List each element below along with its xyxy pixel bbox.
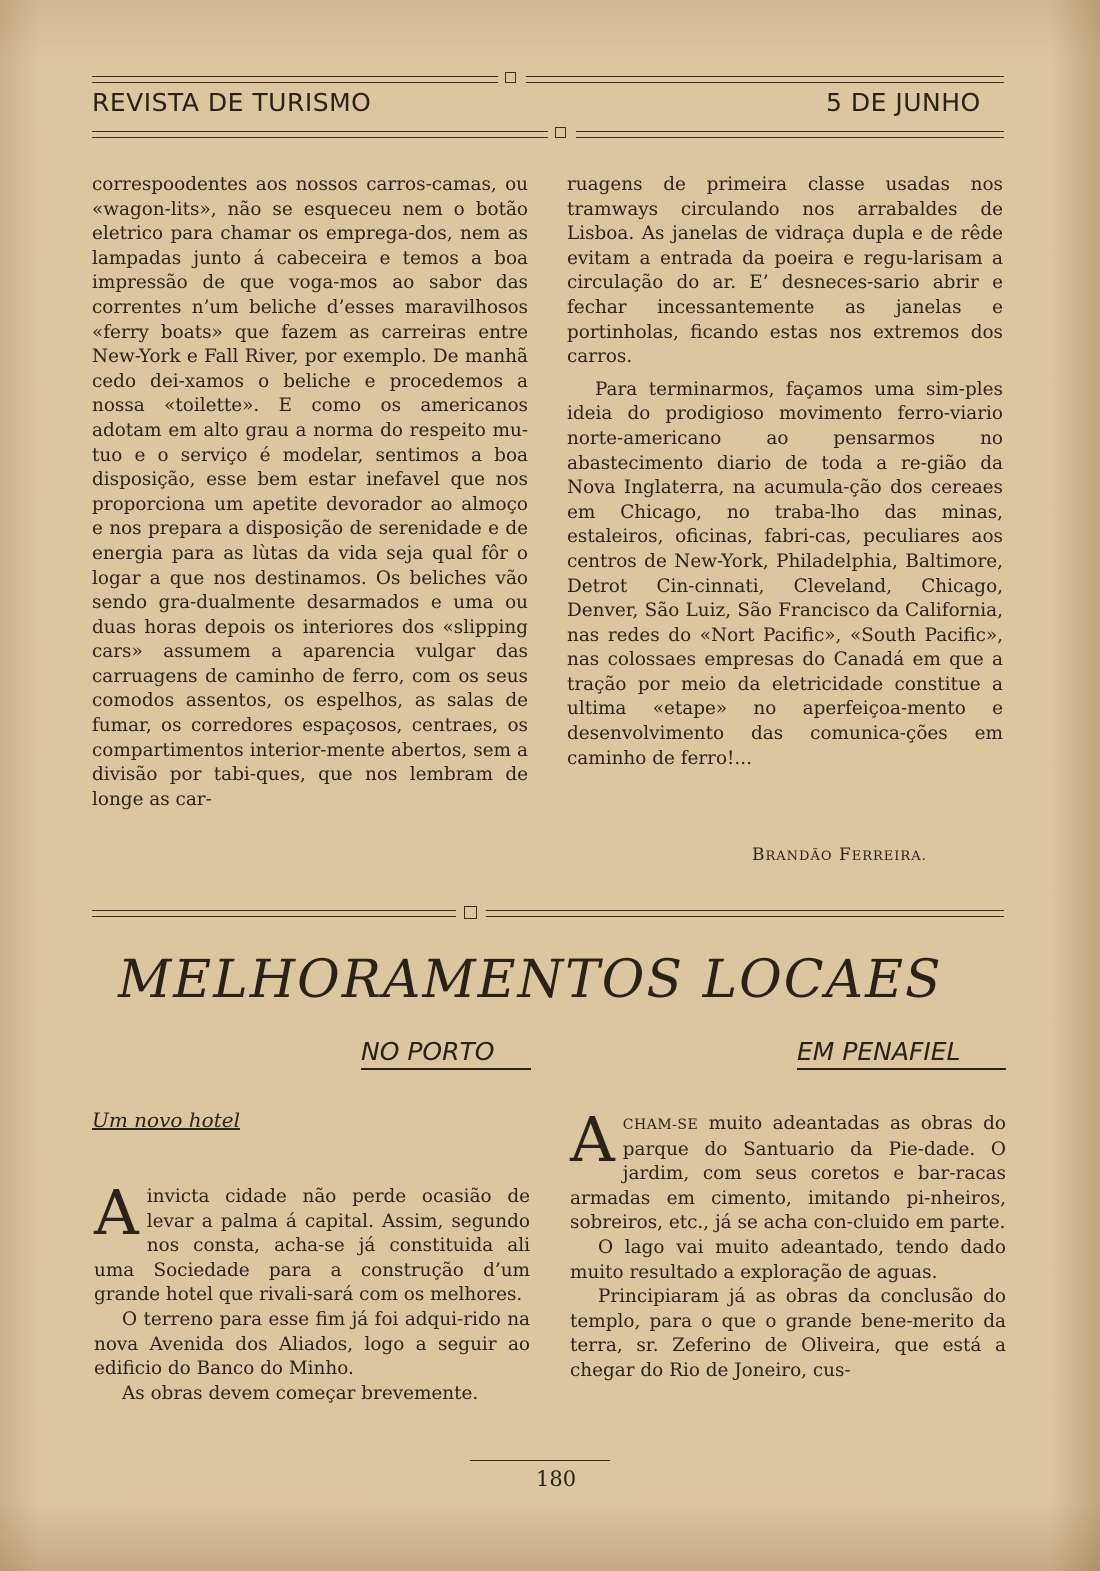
paragraph: Ainvicta cidade não perde ocasião de levar a palma á capital. Assim, segundo nos consta, acha-se já constituida ali uma Sociedade para a construção d’um grande hotel que rivali-sará com os melhores. — [94, 1176, 530, 1306]
article-column-right — [567, 173, 1003, 771]
page-number-rule — [470, 1460, 610, 1461]
section-rule-right — [486, 910, 1004, 917]
paragraph: O terreno para esse fim já foi adqui-rido na nova Avenida dos Aliados, logo a seguir ao edificio do Banco do Minho. — [94, 1308, 530, 1380]
paragraph: Para terminarmos, façamos uma sim-ples ideia do prodigioso movimento ferro-viario norte-americano ao pensarmos no abastecimento diario de toda a re-gião da Nova Inglaterra, na acumula-ção dos cereaes em Chicago, no traba-lho das minas, estaleiros, oficinas, fabri-cas, peculiares aos centros de New-York, Philadelphia, Baltimore, Detrot Cin-cinnati, Cleveland, Chicago, Denver, São Luiz, São Francisco da California, nas redes do «Nort Pacific», «South Pacific», nas colossaes empresas do Canadá em que a tração por meio da eletricidade constitue a ultima «etape» no aperfeiçoa-mento e desenvolvimento das comunica-ções em caminho de ferro!... — [567, 378, 1003, 769]
section-title: MELHORAMENTOS LOCAES — [118, 950, 943, 1010]
section-rule-left — [92, 910, 456, 917]
subheading-penafiel: EM PENAFIEL — [797, 1037, 1006, 1070]
page-number: 180 — [536, 1467, 577, 1491]
subheading-porto: NO PORTO — [361, 1037, 531, 1070]
header-bottom-rule-right — [576, 131, 1004, 138]
ornament-square — [464, 906, 477, 919]
paragraph: ACHAM-SE muito adeantadas as obras do parque do Santuario da Pie-dade. O jardim, com seus coretos e bar-racas armadas em cimento, imitando pi-nheiros, sobreiros, etc., já se acha con-cluido em parte. — [570, 1103, 1006, 1234]
paragraph: As obras devem começar brevemente. — [122, 1382, 479, 1404]
header-top-rule-left — [92, 76, 498, 83]
porto-column — [94, 1176, 530, 1406]
issue-date: 5 DE JUNHO — [826, 88, 981, 117]
penafiel-column — [570, 1103, 1006, 1384]
author-signature: BRANDÃO FERREIRA. — [752, 845, 927, 865]
paragraph: Principiaram já as obras da conclusão do templo, para o que o grande bene-merito da terra, sr. Zeferino de Oliveira, que está a chegar do Rio de Joneiro, cus- — [570, 1286, 1006, 1381]
drop-cap: A — [94, 1176, 139, 1249]
drop-cap: A — [570, 1103, 615, 1176]
ornament-square — [555, 127, 566, 138]
header-top-rule-right — [526, 76, 1004, 83]
hotel-heading: Um novo hotel — [92, 1108, 240, 1132]
paragraph: correspoodentes aos nossos carros-camas, ou «wagon-lits», não se esqueceu nem o botão eletrico para chamar os emprega-dos, nem as lampadas junto á cabeceira e temos a boa impressão de que voga-mos ao sabor das correntes n’um beliche d’esses maravilhosos «ferry boats» que fazem as carreiras entre New-York e Fall River, por exemplo. De manhã cedo dei-xamos o beliche e procedemos a nossa «toilette». E como os americanos adotam em alto grau a norma do respeito mu-tuo e o serviço é modelar, sentimos a boa disposição, esse bem estar inefavel que nos proporciona um apetite devorador ao almoço e nos prepara a disposição de serenidade e de energia para as lùtas da vida seja qual fôr o logar a que nos destinamos. Os beliches vão sendo gra-dualmente desarmados e uma ou duas horas depois os interiores dos «slipping cars» assumem a aparencia vulgar das carruagens de caminho de ferro, com os seus comodos assentos, os espelhos, as salas de fumar, os corredores espaçosos, centraes, os compartimentos interior-mente abertos, sem a divisão por tabi-ques, que nos lembram de longe as car- — [92, 174, 528, 810]
header-bottom-rule-left — [92, 131, 548, 138]
running-title: REVISTA DE TURISMO — [92, 88, 372, 117]
paragraph: ruagens de primeira classe usadas nos tramways circulando nos arrabaldes de Lisboa. As janelas de vidraça dupla e de rêde evitam a entrada da poeira e regu-larisam a circulação do ar. E’ desneces-sario abrir e fechar incessantemente as janelas e portinholas, ficando estas nos extremos dos carros. — [567, 174, 1003, 368]
article-column-left — [92, 173, 528, 812]
ornament-square — [505, 72, 516, 83]
paragraph: O lago vai muito adeantado, tendo dado muito resultado a exploração de aguas. — [570, 1236, 1006, 1283]
